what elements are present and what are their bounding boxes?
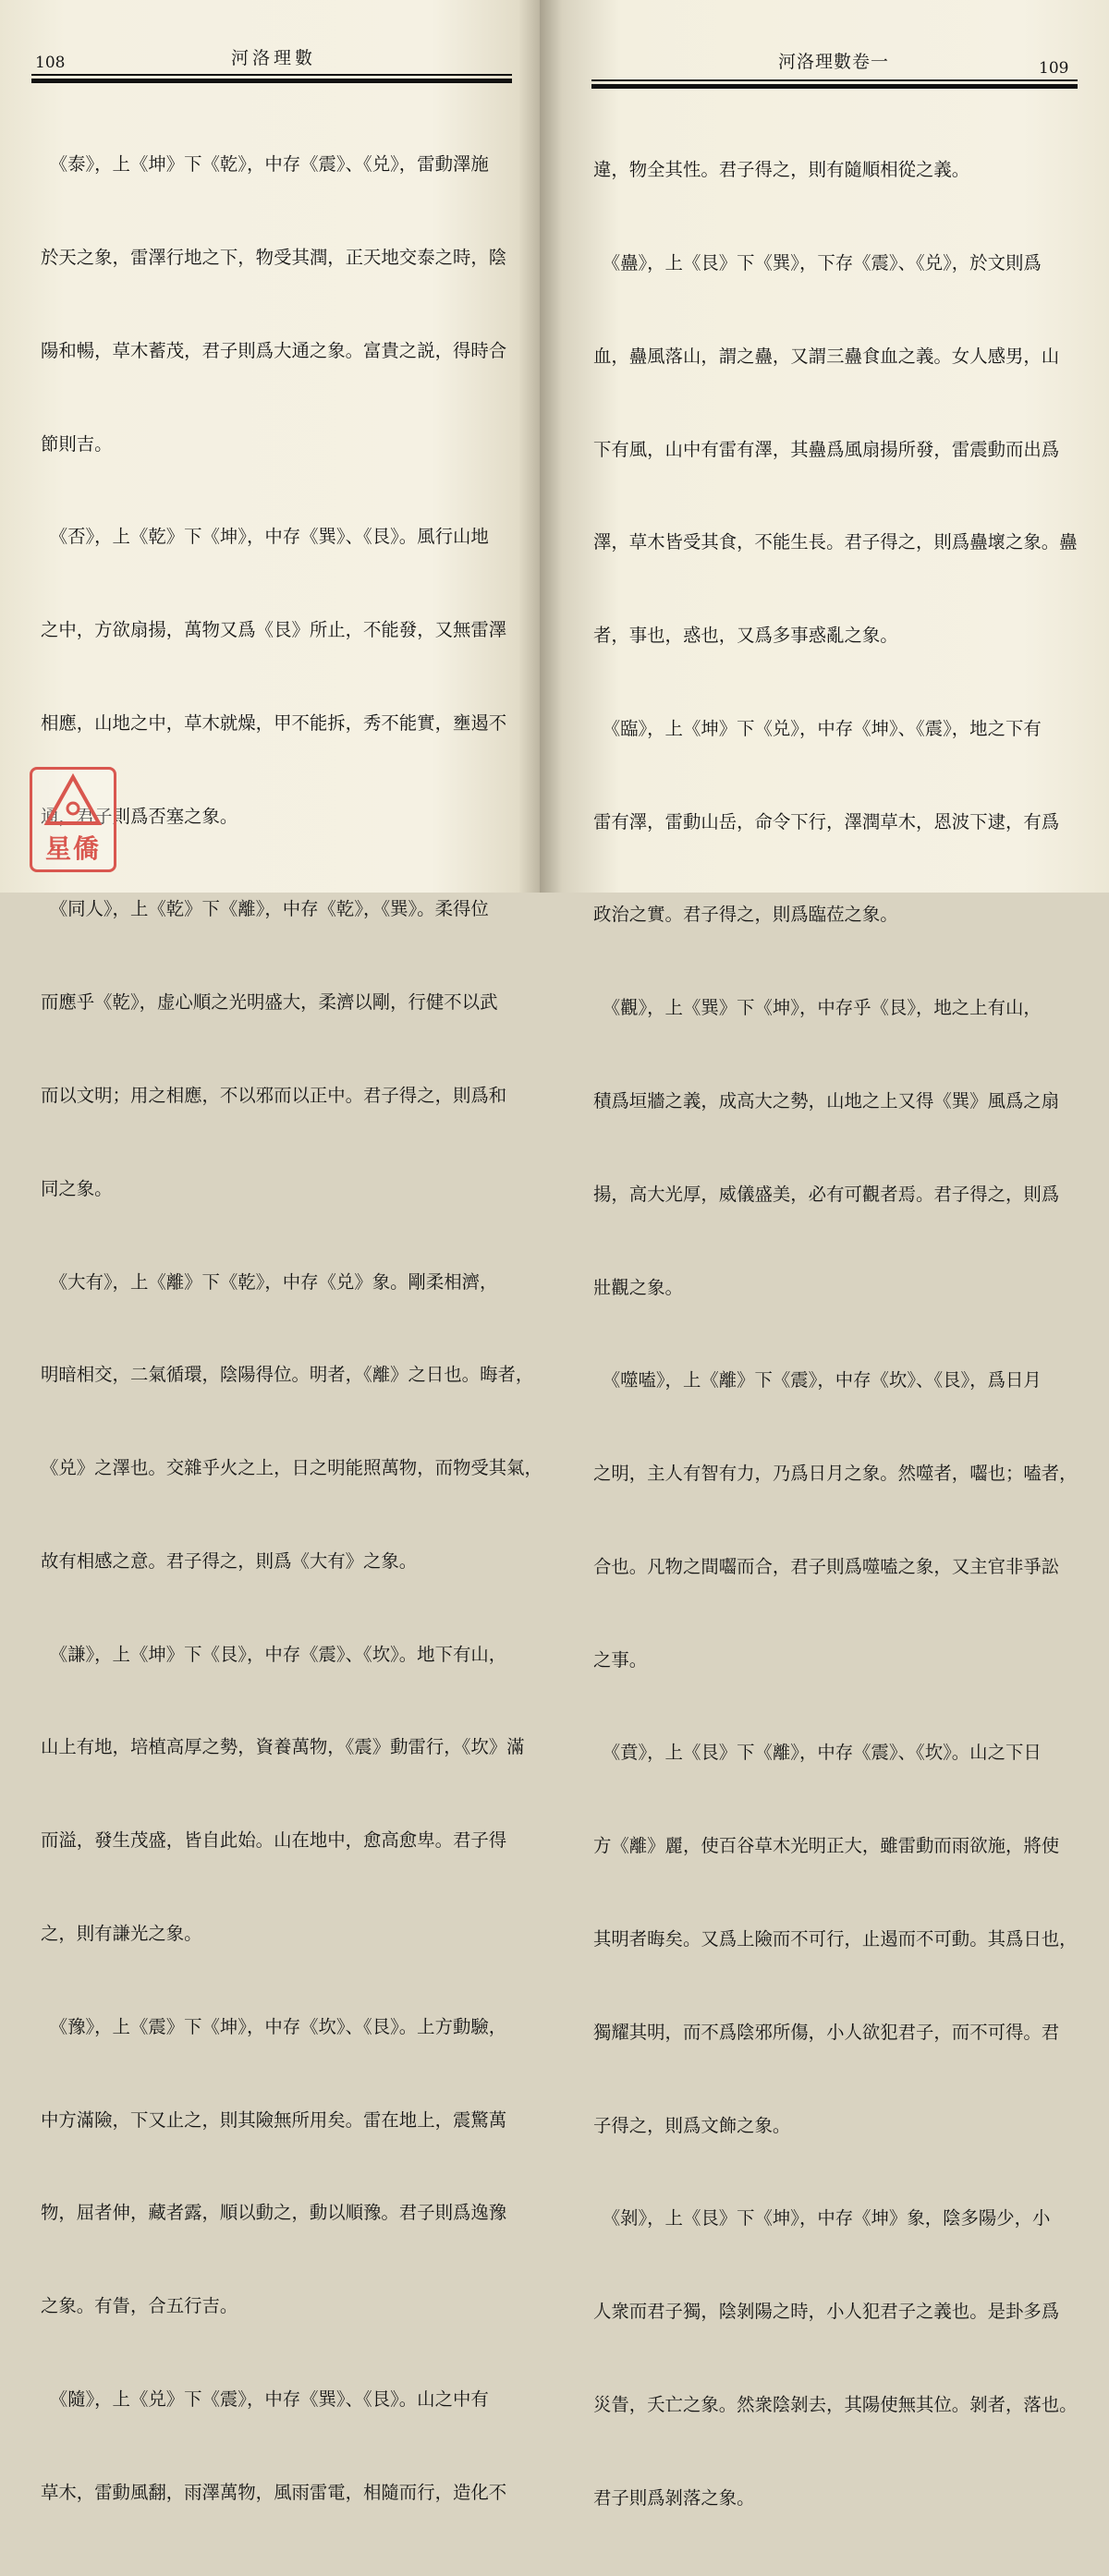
text-line: 《臨》，上《坤》下《兑》，中存《坤》、《震》，地之下有 <box>593 717 1042 739</box>
text-line: 人衆而君子獨，陰剝陽之時，小人犯君子之義也。是卦多爲 <box>593 2301 1060 2323</box>
text-line: 《泰》，上《坤》下《乾》，中存《震》、《兑》，雷動澤施 <box>41 153 489 176</box>
text-line: 壯觀之象。 <box>593 1276 683 1298</box>
text-line: 違，物全其性。君子得之，則有隨順相從之義。 <box>593 159 970 181</box>
text-line: 草木，雷動風翻，雨澤萬物，風雨雷電，相隨而行，造化不 <box>41 2481 507 2503</box>
header-rule-thin <box>31 74 512 76</box>
text-line: 通，君子則爲否塞之象。 <box>41 805 238 827</box>
text-line: 下有風，山中有雷有澤，其蠱爲風扇揚所發，雷震動而出爲 <box>593 438 1060 460</box>
triangle-logo-icon <box>43 773 103 827</box>
text-line: 方《離》麗，使百谷草木光明正大，雖雷動而雨欲施，將使 <box>593 1835 1060 1857</box>
text-line: 而以文明；用之相應，不以邪而以正中。君子得之，則爲和 <box>41 1085 507 1106</box>
page-body <box>41 87 542 2570</box>
text-line: 山上有地，培植高厚之勢，資養萬物，《震》動雷行，《坎》滿 <box>41 1736 525 1758</box>
text-line: 《謙》，上《坤》下《艮》，中存《震》、《坎》。地下有山， <box>41 1643 507 1665</box>
text-line: 獨耀其明，而不爲陰邪所傷，小人欲犯君子，而不可得。君 <box>593 2021 1060 2043</box>
page-number: 108 <box>35 54 66 72</box>
text-line: 明暗相交，二氣循環，陰陽得位。明者，《離》之日也。晦者， <box>41 1364 534 1386</box>
text-line: 其明者晦矣。又爲上險而不可行，止遏而不可動。其爲日也， <box>593 1928 1078 1950</box>
right-page <box>540 0 1109 2509</box>
text-line: 君子則爲剝落之象。 <box>593 2486 755 2509</box>
text-line: 節則吉。 <box>41 432 113 455</box>
text-line: 積爲垣牆之義，成高大之勢，山地之上又得《巽》風爲之扇 <box>593 1090 1060 1112</box>
text-line: 《否》，上《乾》下《坤》，中存《巽》、《艮》。風行山地 <box>41 526 489 548</box>
text-line: 而應乎《乾》，虚心順之光明盛大，柔濟以剛，行健不以武 <box>41 991 498 1014</box>
text-line: 之中，方欲扇揚，萬物又爲《艮》所止，不能發，又無雷澤 <box>41 619 507 641</box>
text-line: 相應，山地之中，草木就燥，甲不能拆，秀不能實，壅遏不 <box>41 711 507 734</box>
text-line: 者，事也，惑也，又爲多事惑亂之象。 <box>593 625 898 647</box>
text-line: 之象。有眚，合五行吉。 <box>41 2295 238 2317</box>
text-line: 於天之象，雷澤行地之下，物受其潤，正天地交泰之時，陰 <box>41 246 507 268</box>
text-line: 故有相感之意。君子得之，則爲《大有》之象。 <box>41 1549 418 1572</box>
text-line: 《剝》，上《艮》下《坤》，中存《坤》象，陰多陽少，小 <box>593 2207 1051 2230</box>
text-line: 《觀》，上《巽》下《坤》，中存乎《艮》，地之上有山， <box>593 997 1042 1019</box>
left-page <box>0 0 542 2503</box>
running-title: 河洛理數 <box>231 48 317 68</box>
text-line: 《賁》，上《艮》下《離》，中存《震》、《坎》。山之下日 <box>593 1742 1042 1764</box>
text-line: 《大有》，上《離》下《乾》，中存《兑》象。剛柔相濟， <box>41 1270 498 1293</box>
text-line: 《同人》，上《乾》下《離》，中存《乾》，《巽》。柔得位 <box>41 898 489 920</box>
running-title: 河洛理數卷一 <box>778 52 890 72</box>
text-line: 而溢，發生茂盛，皆自此始。山在地中，愈高愈卑。君子得 <box>41 1829 507 1852</box>
text-line: 《蠱》，上《艮》下《巽》，下存《震》、《兑》，於文則爲 <box>593 251 1042 273</box>
watermark-stamp <box>30 767 116 872</box>
page-body <box>593 92 1092 2576</box>
text-line: 《噬嗑》，上《離》下《震》，中存《坎》、《艮》，爲日月 <box>593 1369 1042 1391</box>
page-number: 109 <box>1039 59 1069 78</box>
text-line: 雷有澤，雷動山岳，命令下行，澤潤草木，恩波下逮，有爲 <box>593 810 1060 832</box>
text-line: 合也。凡物之間囓而合，君子則爲噬嗑之象，又主官非爭訟 <box>593 1555 1060 1577</box>
text-line: 之明，主人有智有力，乃爲日月之象。然噬者，囓也；嗑者， <box>593 1463 1078 1485</box>
text-line: 子得之，則爲文飾之象。 <box>593 2114 791 2136</box>
text-line: 中方滿險，下又止之，則其險無所用矣。雷在地上，震驚萬 <box>41 2108 507 2131</box>
text-line: 之事。 <box>593 1648 648 1671</box>
text-line: 《兑》之澤也。交雜乎火之上，日之明能照萬物，而物受其氣， <box>41 1457 542 1479</box>
text-line: 血，蠱風落山，謂之蠱，又謂三蠱食血之義。女人感男，山 <box>593 345 1060 367</box>
text-line: 《豫》，上《震》下《坤》，中存《坎》、《艮》。上方動驗， <box>41 2015 507 2037</box>
header-rule-thin <box>591 79 1078 81</box>
text-line: 揚，高大光厚，威儀盛美，必有可觀者焉。君子得之，則爲 <box>593 1183 1060 1205</box>
text-line: 陽和暢，草木蓄茂，君子則爲大通之象。富貴之説，得時合 <box>41 339 507 361</box>
header-rule-thick <box>31 79 512 83</box>
text-line: 物，屈者伸，藏者露，順以動之，動以順豫。君子則爲逸豫 <box>41 2202 507 2224</box>
header-rule-thick <box>591 84 1078 89</box>
text-line: 澤，草木皆受其食，不能生長。君子得之，則爲蠱壞之象。蠱 <box>593 531 1078 553</box>
stamp-text: 星僑 <box>44 833 101 864</box>
text-line: 政治之實。君子得之，則爲臨莅之象。 <box>593 904 898 926</box>
text-line: 之，則有謙光之象。 <box>41 1923 202 1945</box>
text-line: 同之象。 <box>41 1177 113 1199</box>
text-line: 災眚，夭亡之象。然衆陰剝去，其陽使無其位。剝者，落也。 <box>593 2393 1078 2415</box>
text-line: 《隨》，上《兑》下《震》，中存《巽》、《艮》。山之中有 <box>41 2388 489 2410</box>
